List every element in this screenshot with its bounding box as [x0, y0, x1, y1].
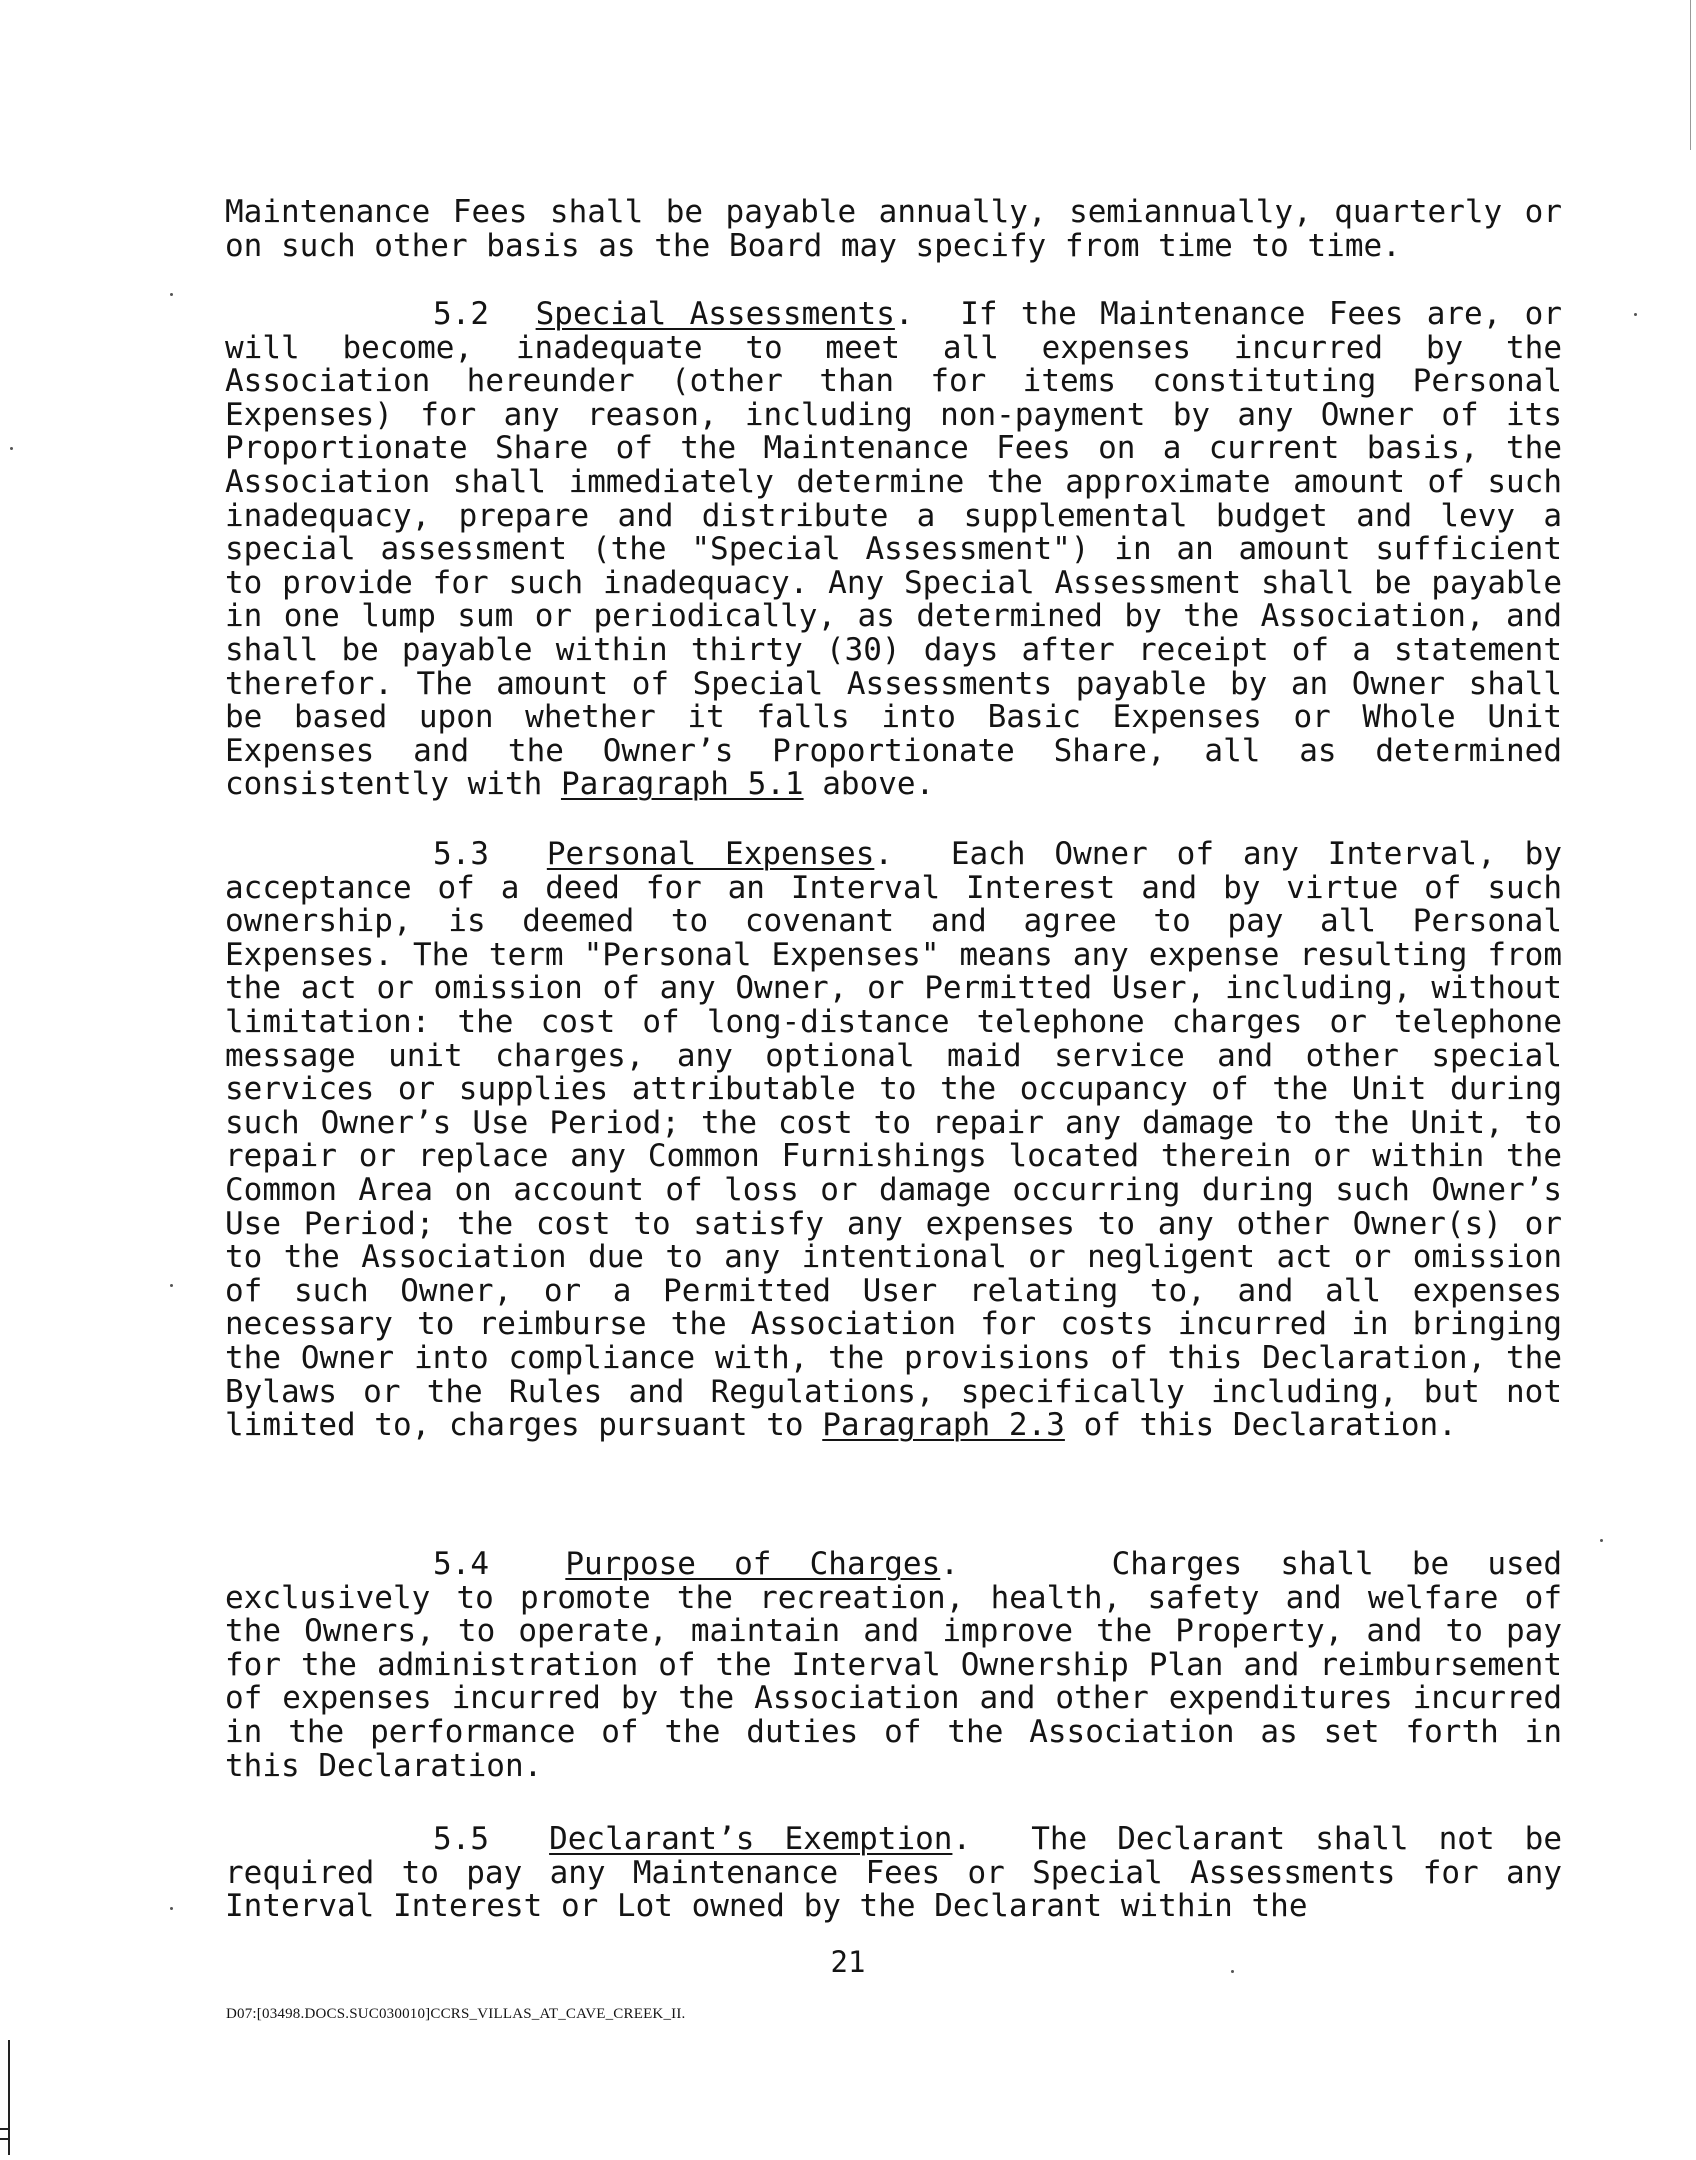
document-id: D07:[03498.DOCS.SUC030010]CCRS_VILLAS_AT_CAVE_CREEK_II. — [226, 2006, 686, 2022]
scan-speck — [170, 293, 173, 296]
section-number: 5.4 — [433, 1546, 489, 1582]
section-heading-special-assessments: Special Assessments — [535, 296, 895, 332]
section-body-end: of this Declaration. — [1083, 1407, 1457, 1444]
section-number: 5.5 — [433, 1821, 489, 1857]
paragraph-5-3: 5.3 Personal Expenses. Each Owner of any Interval, by acceptance of a deed for an Interval Interest and by virtue of such ownership, is deemed to covenant and agree to pay all Personal Expenses. The term "Personal Expenses" means any expense resulting from the act or omission of any Owner, or Permitted User, including, without limitation: the cost of long-distance telephone charges or telephone message unit charges, any optional maid service and other special services or supplies attributable to the occupancy of the Unit during such Owner’s Use Period; the cost to repair any damage to the Unit, to repair or replace any Common Furnishings located therein or within the Common Area on account of loss or damage occurring during such Owner’s Use Period; the cost to satisfy any expenses to any other Owner(s) or to the Association due to any intentional or negligent act or omission of such Owner, or a Permitted User relating to, and all expenses necessary to reimburse the Association for costs incurred in bringing the Owner into compliance with, the provisions of this Declaration, the Bylaws or the Rules and Regulations, specifically including, but not limited to, charges pursuant to Paragraph 2.3 of this Declaration. — [225, 836, 1563, 1444]
section-heading-personal-expenses: Personal Expenses — [546, 836, 875, 872]
page-number: 21 — [830, 1945, 866, 1979]
scan-speck — [170, 1284, 173, 1287]
section-heading-declarants-exemption: Declarant’s Exemption — [549, 1821, 953, 1857]
paragraph-5-4: 5.4 Purpose of Charges. Charges shall be used exclusively to promote the recreation, health, safety and welfare of the Owners, to operate, maintain and improve the Property, and to pay for the administration of the Interval Ownership Plan and reimbursement of expenses incurred by the Association and other expenditures incurred in the performance of the duties of the Association as set forth in this Declaration. — [225, 1546, 1563, 1784]
section-body: Each Owner of any Interval, by acceptance of a deed for an Interval Interest and by virtue of such ownership, is deemed to covenant and agree to pay all Personal Expenses. The term "Personal Expenses" means any expense resulting from the act or omission of any Owner, or Permitted User, including, without limitation: the cost of long-distance telephone charges or telephone message unit charges, any optional maid service and other special services or supplies attributable to the occupancy of the Unit during such Owner’s Use Period; the cost to repair any damage to the Unit, to repair or replace any Common Furnishings located therein or within the Common Area on account of loss or damage occurring during such Owner’s Use Period; the cost to satisfy any expenses to any other Owner(s) or to the Association due to any intentional or negligent act or omission of such Owner, or a Permitted User relating to, and all expenses necessary to reimburse the Association for costs incurred in bringing the Owner into compliance with, the provisions of this Declaration, the Bylaws or the Rules and Regulations, specifically including, but not limited to, charges pursuant to — [225, 836, 1563, 1444]
section-body: The Declarant shall not be required to pay any Maintenance Fees or Special Assessments for any Interval Interest or Lot owned by the Declarant within the — [225, 1821, 1562, 1925]
section-number: 5.3 — [433, 836, 489, 872]
scan-edge-mark-right — [1690, 0, 1691, 150]
scan-speck — [10, 447, 13, 450]
section-body-end: above. — [822, 766, 935, 803]
section-body: If the Maintenance Fees are, or will become, inadequate to meet all expenses incurred by the Association hereunder (other than for items constituting Personal Expenses) for any reason, including non-payment by any Owner of its Proportionate Share of the Maintenance Fees on a current basis, the Association shall immediately determine the approximate amount of such inadequacy, prepare and distribute a supplemental budget and levy a special assessment (the "Special Assessment") in an amount sufficient to provide for such inadequacy. Any Special Assessment shall be payable in one lump sum or periodically, as determined by the Association, and shall be payable within thirty (30) days after receipt of a statement therefor. The amount of Special Assessments payable by an Owner shall be based upon whether it falls into Basic Expenses or Whole Unit Expenses and the Owner’s Proportionate Share, all as determined consistently with — [225, 296, 1563, 803]
section-number: 5.2 — [433, 296, 489, 332]
scan-speck — [1634, 313, 1637, 316]
scan-speck — [170, 1907, 173, 1910]
section-heading-purpose-of-charges: Purpose of Charges — [565, 1546, 941, 1582]
scan-speck — [1231, 1970, 1234, 1973]
scan-speck — [1600, 1539, 1603, 1542]
cross-reference-paragraph-2-3: Paragraph 2.3 — [822, 1407, 1065, 1444]
paragraph-intro — [225, 196, 1562, 263]
scan-edge-mark-left-tick — [0, 2128, 10, 2130]
scan-edge-mark-left-tick-2 — [0, 2138, 10, 2140]
cross-reference-paragraph-5-1: Paragraph 5.1 — [560, 766, 804, 803]
section-body: Charges shall be used exclusively to promote the recreation, health, safety and welfare of the Owners, to operate, maintain and improve the Property, and to pay for the administration of the Interval Ownership Plan and reimbursement of expenses incurred by the Association and other expenditures incurred in the performance of the duties of the Association as set forth in this Declaration. — [225, 1546, 1563, 1784]
paragraph-5-2: 5.2 Special Assessments. If the Maintenance Fees are, or will become, inadequate to meet all expenses incurred by the Association hereunder (other than for items constituting Personal Expenses) for any reason, including non-payment by any Owner of its Proportionate Share of the Maintenance Fees on a current basis, the Association shall immediately determine the approximate amount of such inadequacy, prepare and distribute a supplemental budget and levy a special assessment (the "Special Assessment") in an amount sufficient to provide for such inadequacy. Any Special Assessment shall be payable in one lump sum or periodically, as determined by the Association, and shall be payable within thirty (30) days after receipt of a statement therefor. The amount of Special Assessments payable by an Owner shall be based upon whether it falls into Basic Expenses or Whole Unit Expenses and the Owner’s Proportionate Share, all as determined consistently with Paragraph 5.1 above. — [225, 296, 1563, 803]
paragraph-intro-text: Maintenance Fees shall be payable annually, semiannually, quarterly or on such other basis as the Board may specify from time to time. — [225, 194, 1562, 264]
paragraph-5-5: 5.5 Declarant’s Exemption. The Declarant shall not be required to pay any Maintenance Fees or Special Assessments for any Interval Interest or Lot owned by the Declarant within the — [225, 1821, 1562, 1925]
